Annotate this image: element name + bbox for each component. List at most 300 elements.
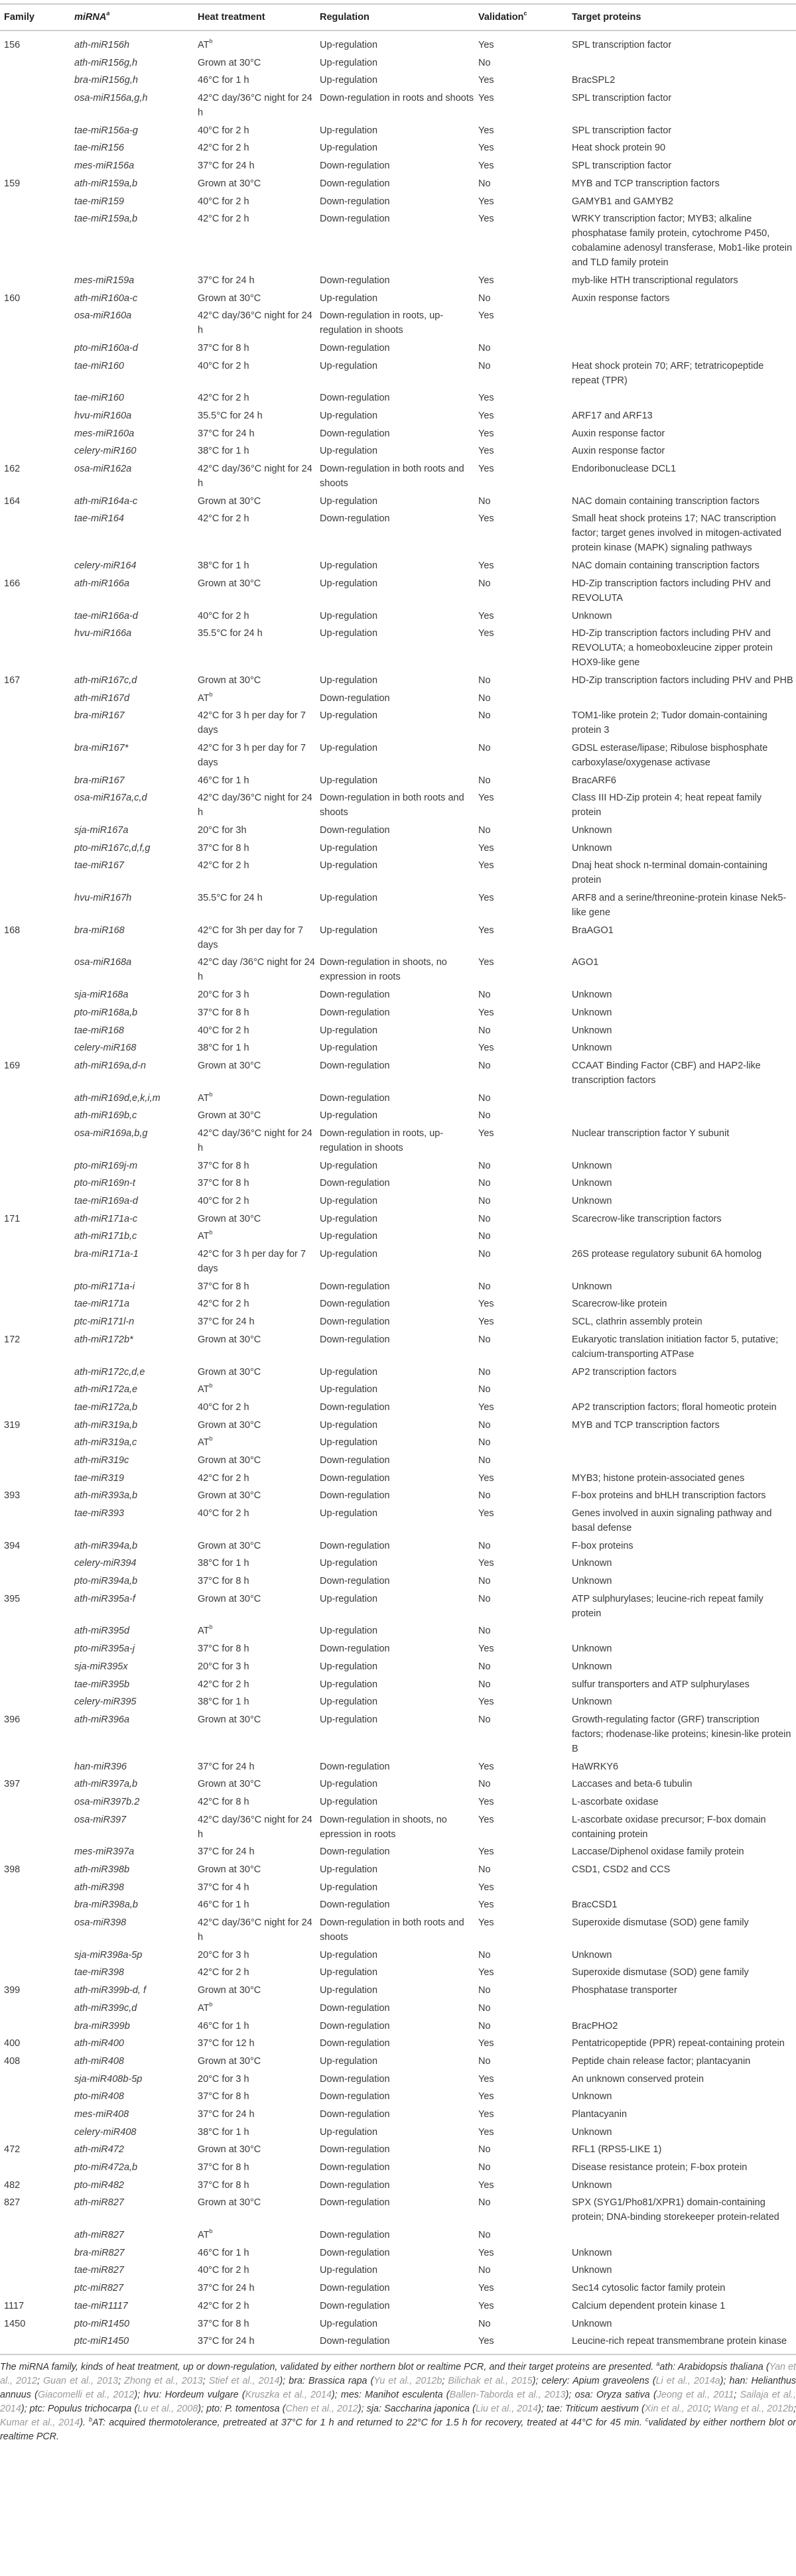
regulation-cell: Up-regulation [320, 560, 378, 572]
heat-treatment-text: Grown at 30°C [198, 1366, 261, 1378]
heat-treatment-cell [198, 442, 320, 460]
regulation-cell: Up-regulation [320, 411, 378, 421]
footnote-text: ); hvu: Hordeum vulgare ( [134, 2390, 245, 2401]
mirna-cell: ptc-miR827 [74, 2283, 124, 2294]
validation-cell: Yes [478, 2300, 494, 2311]
regulation-cell: Up-regulation [320, 1714, 378, 1725]
table-row [0, 2194, 796, 2226]
regulation-cell: Up-regulation [320, 860, 378, 871]
heat-treatment-cell [198, 90, 320, 122]
mirna-cell: tae-miR398 [74, 1967, 124, 1978]
family-cell: 156 [4, 40, 21, 50]
mirna-cell: pto-miR169n-t [74, 1178, 135, 1189]
heat-treatment-cell [198, 1313, 320, 1331]
table-row [0, 54, 796, 72]
regulation-cell: Up-regulation [320, 578, 378, 589]
regulation-cell: Up-regulation [320, 710, 378, 722]
family-cell: 408 [4, 2055, 21, 2067]
target-proteins-cell [572, 1878, 796, 1896]
regulation-cell: Up-regulation [320, 842, 378, 854]
mirna-cell: pto-miR394a,b [74, 1576, 138, 1587]
reference-link[interactable]: Yu et al., 2012b [373, 2376, 442, 2387]
table-row [0, 1089, 796, 1107]
family-cell [0, 1003, 74, 1021]
footnote-text: ); osa: Oryza sativa ( [565, 2390, 657, 2401]
regulation-cell: Down-regulation [320, 428, 390, 439]
family-cell [0, 2088, 74, 2106]
heat-treatment-text: AT [198, 2230, 210, 2241]
target-proteins-cell: Unknown [572, 1661, 612, 1672]
validation-cell: No [478, 1281, 491, 1292]
mirna-cell: ath-miR169a,d-n [74, 1060, 146, 1071]
family-cell [0, 1089, 74, 1107]
heat-treatment-text: 37°C for 8 h [198, 2091, 249, 2102]
heat-treatment-text: 46°C for 1 h [198, 1900, 249, 1911]
table-header [0, 4, 796, 31]
family-cell [0, 1843, 74, 1861]
family-cell [0, 1878, 74, 1896]
heat-treatment-cell [198, 1573, 320, 1590]
family-cell: 472 [4, 2144, 21, 2156]
heat-treatment-cell [198, 557, 320, 575]
target-proteins-cell: Unknown [572, 1178, 612, 1189]
regulation-cell: Down-regulation [320, 1299, 390, 1310]
mirna-cell: celery-miR168 [74, 1043, 137, 1054]
family-cell [0, 389, 74, 407]
table-row [0, 1399, 796, 1417]
target-proteins-cell: Scarecrow-like protein [572, 1299, 667, 1310]
heat-treatment-cell [198, 2017, 320, 2035]
mirna-cell: celery-miR164 [74, 560, 137, 572]
mirna-cell: bra-miR827 [74, 2247, 125, 2258]
mirna-cell: sja-miR408b-5p [74, 2073, 143, 2085]
validation-cell: No [478, 2230, 491, 2241]
footnote-text: ath: Arabidopsis thaliana ( [659, 2362, 769, 2373]
mirna-cell: osa-miR169a,b,g [74, 1127, 148, 1139]
mirna-cell: bra-miR167 [74, 775, 125, 786]
validation-cell: No [478, 1384, 491, 1395]
reference-link[interactable]: Chen et al., 2012 [285, 2404, 358, 2415]
family-cell [0, 1125, 74, 1157]
regulation-cell: Up-regulation [320, 1160, 378, 1171]
regulation-cell: Up-regulation [320, 1864, 378, 1875]
family-cell [0, 357, 74, 389]
table-row [0, 839, 796, 857]
heat-treatment-text: Grown at 30°C [198, 1985, 261, 1996]
family-cell: 162 [4, 464, 21, 475]
heat-treatment-text: 42°C day /36°C night for 24 h [198, 957, 315, 983]
reference-link[interactable]: Li et al., 2014a [655, 2376, 720, 2387]
table-row [0, 1210, 796, 1228]
target-proteins-cell: Peptide chain release factor; plantacyanin [572, 2055, 751, 2067]
heat-treatment-cell [198, 1505, 320, 1537]
mirna-cell: ath-miR400 [74, 2038, 124, 2049]
reference-link[interactable]: Giacomelli et al., 2012 [37, 2390, 135, 2401]
mirna-cell: osa-miR168a [74, 957, 132, 968]
heat-treatment-cell [198, 1964, 320, 1982]
heat-treatment-cell [198, 822, 320, 840]
family-cell [0, 90, 74, 122]
regulation-cell: Up-regulation [320, 292, 378, 304]
regulation-cell: Up-regulation [320, 1437, 378, 1449]
heat-treatment-cell [198, 1192, 320, 1210]
table-row [0, 1295, 796, 1313]
family-cell [0, 1021, 74, 1039]
family-cell: 1117 [4, 2300, 25, 2311]
validation-cell: No [478, 57, 491, 68]
mirna-cell: pto-miR171a-i [74, 1281, 135, 1292]
family-cell [0, 192, 74, 210]
target-proteins-cell: Superoxide dismutase (SOD) gene family [572, 1917, 749, 1929]
heat-treatment-text: 20°C for 3 h [198, 1949, 249, 1961]
family-cell [0, 407, 74, 425]
regulation-cell: Up-regulation [320, 628, 378, 639]
family-cell: 398 [4, 1864, 21, 1875]
regulation-cell: Up-regulation [320, 40, 378, 50]
mirna-cell: pto-miR1450 [74, 2318, 130, 2329]
family-cell [0, 424, 74, 442]
regulation-cell: Down-regulation [320, 1334, 390, 1345]
table-row [0, 1758, 796, 1775]
table-row [0, 921, 796, 954]
validation-cell: Yes [478, 1472, 494, 1484]
heat-treatment-text: Grown at 30°C [198, 1540, 261, 1551]
heat-treatment-cell [198, 460, 320, 493]
reference-link[interactable]: Bilichak et al., 2015 [448, 2376, 533, 2387]
validation-cell: Yes [478, 464, 494, 475]
target-proteins-cell: Endoribonuclease DCL1 [572, 464, 677, 475]
reference-link[interactable]: Stief et al., 2014 [208, 2376, 280, 2387]
family-cell [0, 1811, 74, 1843]
regulation-cell: Down-regulation [320, 1846, 390, 1858]
mirna-cell: ath-miR156g,h [74, 57, 138, 68]
reference-link[interactable]: Yan et al., 2012 [0, 2362, 796, 2387]
heat-treatment-text: 37°C for 8 h [198, 342, 249, 354]
validation-cell: Yes [478, 143, 494, 154]
table-row [0, 2035, 796, 2053]
heat-treatment-cell [198, 1878, 320, 1896]
table-row [0, 707, 796, 740]
regulation-cell: Down-regulation [320, 275, 390, 286]
family-cell [0, 1107, 74, 1125]
family-cell: 319 [4, 1419, 21, 1431]
reference-link[interactable]: Jeong et al., 2011 [656, 2390, 734, 2401]
heat-treatment-cell [198, 574, 320, 607]
target-proteins-cell: Heat shock protein 90 [572, 143, 666, 154]
target-proteins-cell: ARF8 and a serine/threonine-protein kinase Nek5-like gene [572, 893, 787, 919]
table-row [0, 1964, 796, 1982]
target-proteins-cell: An unknown conserved protein [572, 2073, 704, 2085]
family-cell: 1450 [4, 2318, 26, 2329]
table-row [0, 340, 796, 357]
heat-treatment-cell [198, 1711, 320, 1758]
footnote-text: ; [202, 2376, 209, 2387]
regulation-cell: Up-regulation [320, 610, 378, 621]
heat-treatment-cell [198, 31, 320, 54]
reference-link[interactable]: Xin et al., 2010 [644, 2404, 708, 2415]
footnote-text: ); bra: Brassica rapa ( [279, 2376, 374, 2387]
table-row [0, 289, 796, 307]
regulation-cell: Up-regulation [320, 1110, 378, 1122]
reference-link[interactable]: Liu et al., 2014 [475, 2404, 539, 2415]
target-proteins-cell [572, 1622, 796, 1640]
reference-link[interactable]: Ballen-Taborda et al., 2013 [449, 2390, 566, 2401]
heat-treatment-text: Grown at 30°C [198, 57, 261, 68]
regulation-cell: Up-regulation [320, 1508, 378, 1519]
target-proteins-cell: NAC domain containing transcription factors [572, 560, 760, 572]
table-row [0, 157, 796, 175]
mirna-cell: osa-miR397 [74, 1814, 127, 1825]
heat-treatment-text: 46°C for 1 h [198, 75, 249, 86]
footnote-text: ); mes: Manihot esculenta ( [331, 2390, 450, 2401]
heat-treatment-cell [198, 1021, 320, 1039]
heat-treatment-cell [198, 2315, 320, 2333]
validation-cell: No [478, 775, 491, 786]
target-proteins-cell: MYB and TCP transcription factors [572, 1419, 720, 1431]
heat-treatment-cell [198, 340, 320, 357]
heat-treatment-cell [198, 1363, 320, 1381]
target-proteins-cell: Unknown [572, 1160, 612, 1171]
regulation-cell: Down-regulation [320, 2283, 390, 2294]
reference-link[interactable]: Kumar et al., 2014 [0, 2417, 80, 2429]
family-cell [0, 789, 74, 822]
heat-treatment-text: Grown at 30°C [198, 1060, 261, 1071]
validation-cell: Yes [478, 1508, 494, 1519]
regulation-cell: Up-regulation [320, 2055, 378, 2067]
table-row [0, 574, 796, 607]
table-row [0, 1381, 796, 1399]
heat-treatment-cell [198, 857, 320, 889]
table-body [0, 31, 796, 2354]
regulation-cell: Up-regulation [320, 495, 378, 507]
validation-cell: No [478, 742, 491, 753]
heat-treatment-text: 37°C for 24 h [198, 2336, 255, 2347]
target-proteins-cell: Unknown [572, 825, 612, 836]
regulation-cell: Up-regulation [320, 1697, 378, 1708]
family-cell [0, 857, 74, 889]
regulation-cell: Up-regulation [320, 1967, 378, 1978]
family-cell [0, 72, 74, 90]
regulation-cell: Down-regulation [320, 990, 390, 1001]
mirna-cell: ath-miR827 [74, 2230, 124, 2241]
table-row [0, 31, 796, 54]
validation-cell: Yes [478, 1007, 494, 1018]
reference-link[interactable]: Lu et al., 2008 [137, 2404, 198, 2415]
target-proteins-cell: Unknown [572, 990, 612, 1001]
validation-cell: No [478, 1213, 491, 1224]
validation-cell: Yes [478, 2179, 494, 2191]
heat-treatment-cell [198, 1434, 320, 1452]
validation-cell: Yes [478, 842, 494, 854]
heat-treatment-cell [198, 607, 320, 625]
target-proteins-cell: Unknown [572, 1043, 612, 1054]
target-proteins-cell: BracARF6 [572, 775, 616, 786]
family-cell [0, 1573, 74, 1590]
table-row [0, 1363, 796, 1381]
validation-cell: No [478, 360, 491, 371]
validation-cell: No [478, 1593, 491, 1604]
heat-treatment-cell [198, 1330, 320, 1363]
heat-treatment-text: 42°C day/36°C night for 24 h [198, 1127, 312, 1153]
mirna-cell: ath-miR399b-d, f [74, 1985, 146, 1996]
family-cell [0, 954, 74, 986]
table-row [0, 2053, 796, 2071]
heat-treatment-text: 35.5°C for 24 h [198, 411, 263, 421]
target-proteins-cell: Class III HD-Zip protein 4; heat repeat family protein [572, 793, 762, 818]
validation-cell: No [478, 495, 491, 507]
family-cell [0, 1363, 74, 1381]
target-proteins-cell: ARF17 and ARF13 [572, 411, 653, 421]
heat-treatment-cell [198, 72, 320, 90]
heat-treatment-text: 42°C for 3 h per day for 7 days [198, 1249, 306, 1275]
table-row [0, 1896, 796, 1914]
regulation-cell: Down-regulation [320, 1900, 390, 1911]
heat-treatment-cell [198, 307, 320, 340]
validation-cell: Yes [478, 2336, 494, 2347]
validation-cell: No [478, 178, 491, 189]
target-proteins-cell [572, 1228, 796, 1246]
target-proteins-cell: AGO1 [572, 957, 599, 968]
table-row [0, 771, 796, 789]
target-proteins-cell [572, 1107, 796, 1125]
table-row [0, 689, 796, 707]
reference-link[interactable]: Kruszka et al., 2014 [245, 2390, 332, 2401]
table-row [0, 986, 796, 1004]
target-proteins-cell: Sec14 cytosolic factor family protein [572, 2283, 726, 2294]
table-row [0, 1657, 796, 1675]
family-cell [0, 1277, 74, 1295]
heat-treatment-cell [198, 1175, 320, 1192]
header-mirna [74, 4, 198, 31]
table-row [0, 1843, 796, 1861]
target-proteins-cell: Laccase/Diphenol oxidase family protein [572, 1846, 744, 1858]
validation-cell: No [478, 692, 491, 704]
regulation-cell: Up-regulation [320, 446, 378, 457]
validation-cell: No [478, 1334, 491, 1345]
header-family [0, 4, 74, 31]
table-row [0, 2106, 796, 2124]
mirna-cell: ath-miR393a,b [74, 1490, 138, 1502]
footnote-marker: b [209, 1624, 213, 1631]
target-proteins-cell [572, 1452, 796, 1470]
heat-treatment-text: 42°C day/36°C night for 24 h [198, 793, 312, 818]
mirna-cell: tae-miR169a-d [74, 1196, 138, 1206]
heat-treatment-text: Grown at 30°C [198, 2144, 261, 2156]
table-row [0, 857, 796, 889]
mirna-cell: celery-miR160 [74, 446, 137, 457]
validation-cell: Yes [478, 75, 494, 86]
heat-treatment-text: 42°C for 2 h [198, 1472, 249, 1484]
heat-treatment-text: Grown at 30°C [198, 1419, 261, 1431]
heat-treatment-cell [198, 2141, 320, 2159]
mirna-cell: ath-miR396a [74, 1714, 130, 1725]
target-proteins-cell: Unknown [572, 1281, 612, 1292]
footnote-marker: b [209, 1090, 213, 1098]
heat-treatment-cell [198, 2159, 320, 2177]
target-proteins-cell: Growth-regulating factor (GRF) transcription factors; rhodenase-like proteins; kinesin-like protein B [572, 1714, 791, 1754]
heat-treatment-cell [198, 1914, 320, 1947]
mirna-cell: tae-miR168 [74, 1025, 124, 1036]
heat-treatment-cell [198, 625, 320, 672]
target-proteins-cell [572, 1381, 796, 1399]
regulation-cell: Up-regulation [320, 1384, 378, 1395]
heat-treatment-text: 37°C for 8 h [198, 1160, 249, 1171]
target-proteins-cell: Genes involved in auxin signaling pathway and basal defense [572, 1508, 772, 1533]
heat-treatment-text: 38°C for 1 h [198, 446, 249, 457]
family-cell [0, 2333, 74, 2354]
target-proteins-cell: Calcium dependent protein kinase 1 [572, 2300, 726, 2311]
heat-treatment-text: 37°C for 24 h [198, 1761, 255, 1772]
heat-treatment-text: 37°C for 4 h [198, 1882, 249, 1893]
mirna-cell: ptc-miR1450 [74, 2336, 129, 2347]
heat-treatment-text: 42°C for 2 h [198, 1967, 249, 1978]
family-cell [0, 121, 74, 139]
table-row [0, 1021, 796, 1039]
table-row [0, 1175, 796, 1192]
table-row [0, 2262, 796, 2280]
mirna-cell: ath-miR319c [74, 1454, 129, 1466]
target-proteins-cell: GAMYB1 and GAMYB2 [572, 196, 674, 207]
heat-treatment-text: 37°C for 24 h [198, 2108, 255, 2120]
validation-cell: Yes [478, 1814, 494, 1825]
validation-cell: Yes [478, 628, 494, 639]
heat-treatment-cell [198, 1657, 320, 1675]
target-proteins-cell: Unknown [572, 1949, 612, 1961]
mirna-cell: mes-miR159a [74, 275, 135, 286]
heat-treatment-cell [198, 492, 320, 510]
footnote-marker: b [209, 2228, 213, 2235]
validation-cell: No [478, 2318, 491, 2329]
heat-treatment-text: 42°C day/36°C night for 24 h [198, 464, 312, 489]
regulation-cell: Up-regulation [320, 1796, 378, 1807]
regulation-cell: Down-regulation in roots, up-regulation in shoots [320, 310, 444, 336]
family-cell [0, 1640, 74, 1658]
family-cell [0, 1758, 74, 1775]
mirna-cell: ath-miR169d,e,k,i,m [74, 1092, 161, 1104]
regulation-cell: Down-regulation [320, 1317, 390, 1328]
target-proteins-cell: Unknown [572, 1576, 612, 1587]
heat-treatment-cell [198, 771, 320, 789]
table-row [0, 1793, 796, 1811]
reference-link[interactable]: Wang et al., 2012b [713, 2404, 794, 2415]
target-proteins-cell [572, 389, 796, 407]
regulation-cell: Down-regulation [320, 1472, 390, 1484]
reference-link[interactable]: Guan et al., 2013 [43, 2376, 119, 2387]
footnote-marker: b [209, 38, 213, 44]
reference-link[interactable]: Sailaja et al., 2014 [0, 2390, 796, 2415]
reference-link[interactable]: Zhong et al., 2013 [124, 2376, 203, 2387]
heat-treatment-cell [198, 1843, 320, 1861]
validation-cell: No [478, 1060, 491, 1071]
heat-treatment-text: 42°C for 2 h [198, 1299, 249, 1310]
family-cell: 399 [4, 1985, 21, 1996]
target-proteins-cell: BracCSD1 [572, 1900, 618, 1911]
heat-treatment-cell [198, 986, 320, 1004]
target-proteins-cell: Unknown [572, 2126, 612, 2138]
footnote-marker: b [209, 1435, 213, 1443]
heat-treatment-text: AT [198, 1626, 210, 1637]
heat-treatment-text: 40°C for 2 h [198, 1508, 249, 1519]
heat-treatment-cell [198, 1896, 320, 1914]
heat-treatment-text: 42°C for 8 h [198, 1796, 249, 1807]
regulation-cell: Up-regulation [320, 360, 378, 371]
heat-treatment-text: Grown at 30°C [198, 1714, 261, 1725]
mirna-cell: pto-miR472a,b [74, 2162, 138, 2173]
validation-cell: Yes [478, 125, 494, 136]
table-row [0, 1107, 796, 1125]
table-row [0, 2159, 796, 2177]
mirna-cell: tae-miR166a-d [74, 610, 138, 621]
